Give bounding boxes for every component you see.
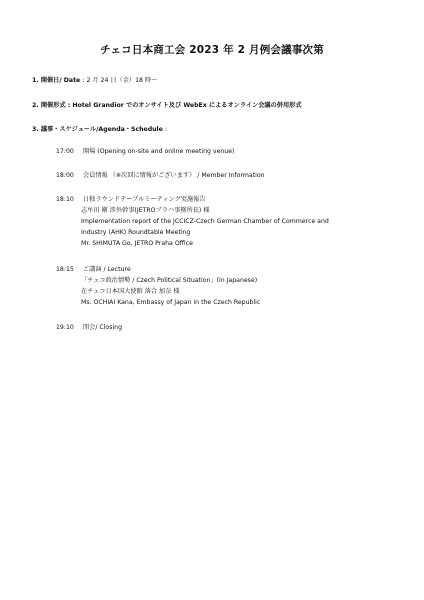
agenda-detail: Ms. OCHIAI Kana, Embassy of Japan in the Czech Republic	[81, 299, 261, 306]
section-schedule-label: 議事・スケジュール/Agenda・Schedule	[40, 126, 163, 133]
agenda-detail: Implementation report of the JCCICZ-Czech German Chamber of Commerce and	[81, 218, 329, 225]
section-format-label: 開催形式 : Hotel Grandior でのオンサイト及び WebEx によるオンライン会議の併用形式	[40, 102, 302, 109]
agenda-time: 18:15	[56, 266, 74, 273]
section-date	[32, 75, 157, 84]
agenda-item-opening	[56, 146, 234, 157]
section-format-num: 2.	[32, 102, 39, 109]
agenda-time: 17:00	[56, 148, 74, 155]
agenda-detail: Industry (AHK) Roundtable Meeting	[81, 229, 191, 236]
agenda-text: 開場 (Opening on-site and online meeting venue)	[82, 148, 235, 155]
section-date-num: 1.	[32, 77, 39, 84]
agenda-time: 19:10	[56, 324, 74, 331]
agenda-detail: 志牟田 剛 渉外幹事(JETROプラハ事務所長) 様	[81, 207, 210, 214]
agenda-item-roundtable	[56, 194, 206, 205]
agenda-detail: 在チェコ日本国大使館 落合 加奈 様	[81, 288, 180, 295]
agenda-detail: Mr. SHIMUTA Go, JETRO Praha Office	[81, 240, 193, 247]
section-schedule	[32, 124, 167, 133]
section-date-label: 開催日/ Date	[40, 77, 81, 84]
agenda-item-closing	[56, 322, 122, 333]
agenda-time: 18:10	[56, 196, 74, 203]
agenda-time: 18:00	[56, 172, 74, 179]
agenda-text: 閉会/ Closing	[82, 324, 123, 331]
agenda-text: ご講演 / Lecture	[82, 266, 131, 273]
agenda-text: 日独ラウンドテーブルミーティング実施報告	[82, 196, 206, 203]
section-schedule-num: 3.	[32, 126, 39, 133]
agenda-item-member-info	[56, 170, 265, 181]
agenda-text: 会員情報 （※次回に情報がございます） / Member Information	[82, 172, 265, 179]
section-format	[32, 100, 302, 109]
agenda-detail: 「チェコ政治情勢 / Czech Political Situation」(in Japanese)	[81, 277, 258, 284]
agenda-item-lecture	[56, 264, 131, 275]
section-schedule-colon: :	[165, 126, 168, 133]
section-date-value: : 2 月 24 日（金）18 時〜	[82, 77, 158, 84]
document-title: チェコ日本商工会 2023 年 2 月例会議事次第	[100, 44, 324, 56]
